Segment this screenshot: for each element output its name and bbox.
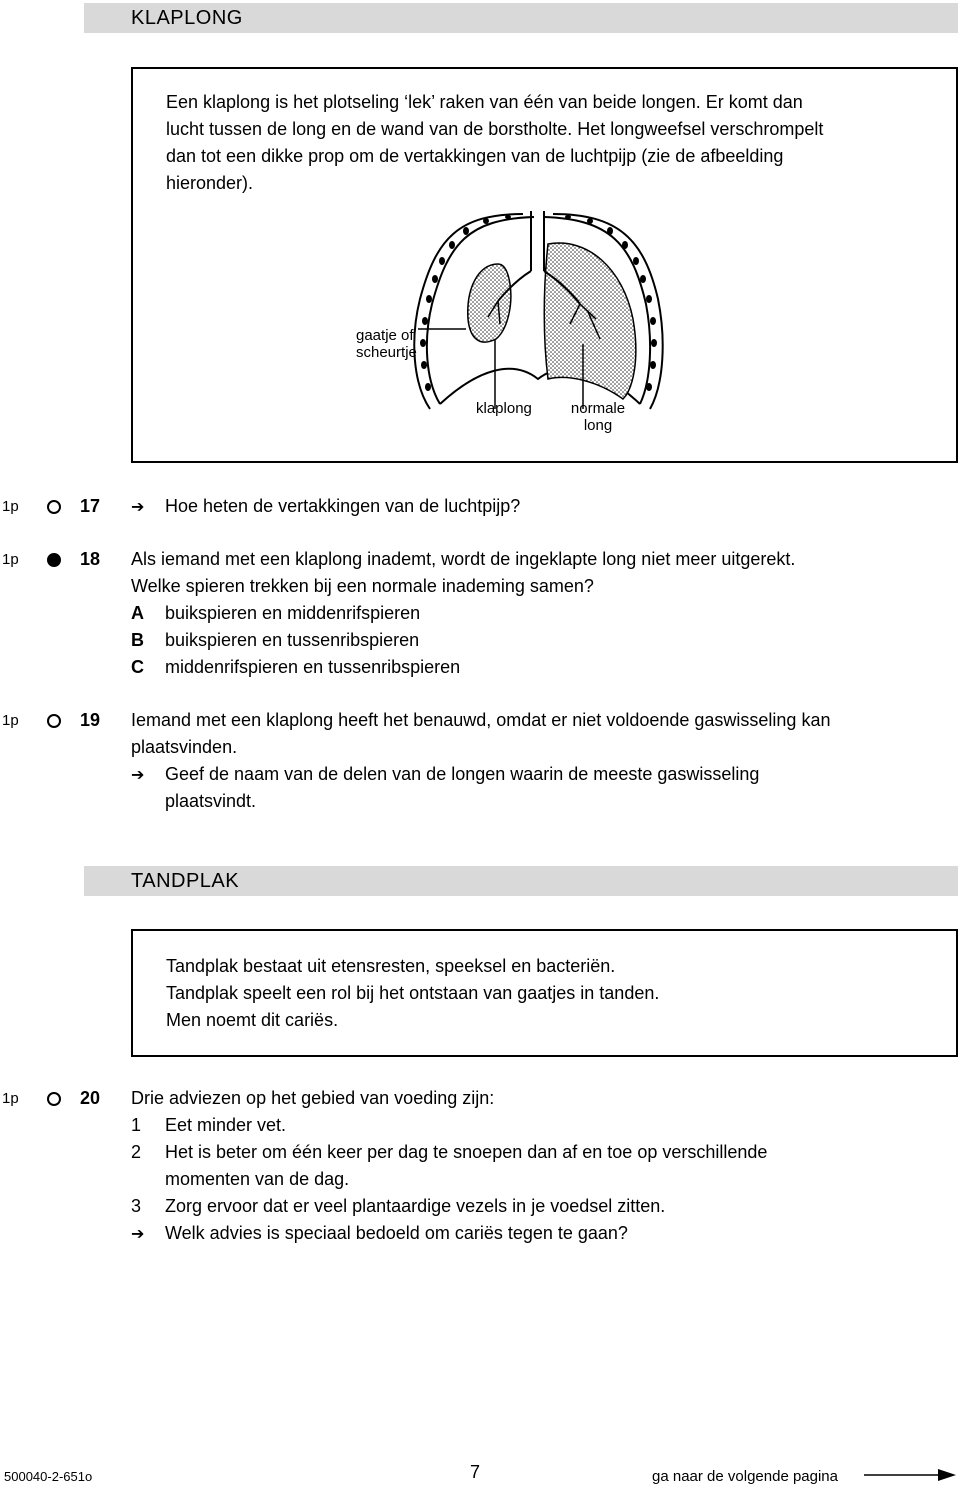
q19-task-line-1: Geef de naam van de delen van de longen waarin de meeste gaswisseling (165, 764, 760, 784)
q20-item-2-line-2: momenten van de dag. (165, 1169, 350, 1189)
q18-option-a-text: buikspieren en middenrifspieren (165, 603, 421, 623)
q20-item-1-number: 1 (131, 1115, 142, 1135)
q17-arrow-icon: ➔ (131, 497, 145, 516)
q20-item-3-text: Zorg ervoor dat er veel plantaardige vezels in je voedsel zitten. (165, 1196, 666, 1216)
section-title-tandplak: TANDPLAK (84, 866, 958, 896)
q18-points: 1p (2, 551, 19, 568)
footer-exam-code: 500040-2-651o (4, 1469, 93, 1484)
q20-item-1-text: Eet minder vet. (165, 1115, 287, 1135)
q17-points: 1p (2, 498, 19, 515)
q20-task: Welk advies is speciaal bedoeld om cariës tegen te gaan? (165, 1223, 628, 1243)
q18-option-a-letter: A (131, 603, 144, 623)
footer-page-number: 7 (470, 1462, 481, 1482)
label-klaplong: klaplong (476, 400, 532, 417)
label-hole-line-1: gaatje of (356, 327, 414, 344)
klaplong-intro-line-3: dan tot een dikke prop om de vertakkingen van de luchtpijp (zie de afbeelding (166, 146, 784, 166)
footer-next-page[interactable]: ga naar de volgende pagina (652, 1468, 838, 1485)
q17-marker-open (47, 500, 61, 514)
q18-option-c-text: middenrifspieren en tussenribspieren (165, 657, 461, 677)
label-hole (356, 327, 417, 361)
klaplong-info-box (131, 67, 958, 463)
q18-line-1: Als iemand met een klaplong inademt, wordt de ingeklapte long niet meer uitgerekt. (131, 549, 796, 569)
tandplak-intro-line-1: Tandplak bestaat uit etensresten, speeksel en bacteriën. (166, 956, 616, 976)
q18-option-b-letter: B (131, 630, 144, 650)
q20-item-2-line-1: Het is beter om één keer per dag te snoepen dan af en toe op verschillende (165, 1142, 768, 1162)
q19-arrow-icon: ➔ (131, 765, 145, 784)
label-hole-line-2: scheurtje (356, 344, 417, 361)
klaplong-intro-line-1: Een klaplong is het plotseling ‘lek’ raken van één van beide longen. Er komt dan (166, 92, 803, 112)
q19-task-line-2: plaatsvindt. (165, 791, 257, 811)
klaplong-intro-line-4: hieronder). (166, 173, 254, 193)
label-normal-lung (567, 400, 629, 434)
q18-marker-filled (47, 553, 61, 567)
q20-item-2-number: 2 (131, 1142, 142, 1162)
q20-number: 20 (80, 1088, 101, 1108)
q19-points: 1p (2, 712, 19, 729)
label-normal-line-1: normale (570, 400, 626, 417)
q20-marker-open (47, 1092, 61, 1106)
q20-intro: Drie adviezen op het gebied van voeding zijn: (131, 1088, 495, 1108)
section-title-klaplong: KLAPLONG (84, 3, 958, 33)
tandplak-intro-line-3: Men noemt dit cariës. (166, 1010, 339, 1030)
q19-marker-open (47, 714, 61, 728)
q20-arrow-icon: ➔ (131, 1224, 145, 1243)
q17-number: 17 (80, 496, 101, 516)
q18-line-2: Welke spieren trekken bij een normale inademing samen? (131, 576, 594, 596)
tandplak-intro-line-2: Tandplak speelt een rol bij het ontstaan van gaatjes in tanden. (166, 983, 660, 1003)
q20-points: 1p (2, 1090, 19, 1107)
klaplong-intro-line-2: lucht tussen de long en de wand van de borstholte. Het longweefsel verschrompelt (166, 119, 824, 139)
tandplak-info-box (131, 929, 958, 1057)
q19-line-2: plaatsvinden. (131, 737, 238, 757)
q20-item-3-number: 3 (131, 1196, 142, 1216)
q18-option-b-text: buikspieren en tussenribspieren (165, 630, 420, 650)
q18-option-c-letter: C (131, 657, 144, 677)
label-normal-line-2: long (583, 417, 613, 434)
arrow-right-icon (864, 1468, 956, 1482)
q19-number: 19 (80, 710, 101, 730)
q17-text: Hoe heten de vertakkingen van de luchtpijp? (165, 496, 521, 516)
q19-line-1: Iemand met een klaplong heeft het benauwd, omdat er niet voldoende gaswisseling kan (131, 710, 831, 730)
q18-number: 18 (80, 549, 101, 569)
